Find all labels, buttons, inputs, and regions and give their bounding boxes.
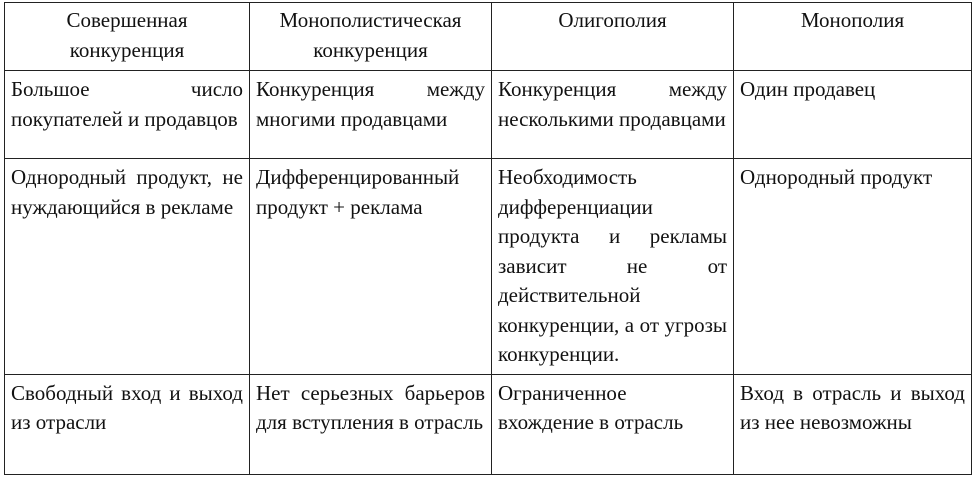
- table-cell: Вход в отрасль и выход из нее невозможны: [734, 374, 972, 474]
- table-row: [5, 374, 972, 474]
- header-row: [5, 3, 972, 71]
- table-cell: Конкуренция между многими продавцами: [250, 71, 492, 159]
- header-monopoly: Монополия: [734, 3, 972, 71]
- header-monopolistic-competition: Монополистическая конкуренция: [250, 3, 492, 71]
- table-row: [5, 71, 972, 159]
- market-structures-table: [4, 2, 972, 475]
- table-cell: Дифференцированный продукт + реклама: [250, 159, 492, 375]
- table-cell: Свободный вход и выход из отрасли: [5, 374, 250, 474]
- table-cell: Нет серьезных барьеров для вступления в отрасль: [250, 374, 492, 474]
- table-cell: Конкуренция между несколькими продавцами: [492, 71, 734, 159]
- header-perfect-competition: Совершенная конкуренция: [5, 3, 250, 71]
- table-cell: Ограниченное вхождение в отрасль: [492, 374, 734, 474]
- header-oligopoly: Олигополия: [492, 3, 734, 71]
- table-row: [5, 159, 972, 375]
- table-cell: Необходимость дифференциации продукта и рекламы зависит не от действительной конкуренции, а от угрозы конкуренции.: [492, 159, 734, 375]
- table-cell: Большое число покупателей и продавцов: [5, 71, 250, 159]
- table-cell: Однородный продукт: [734, 159, 972, 375]
- table-cell: Один продавец: [734, 71, 972, 159]
- table-cell: Однородный продукт, не нуждающийся в рекламе: [5, 159, 250, 375]
